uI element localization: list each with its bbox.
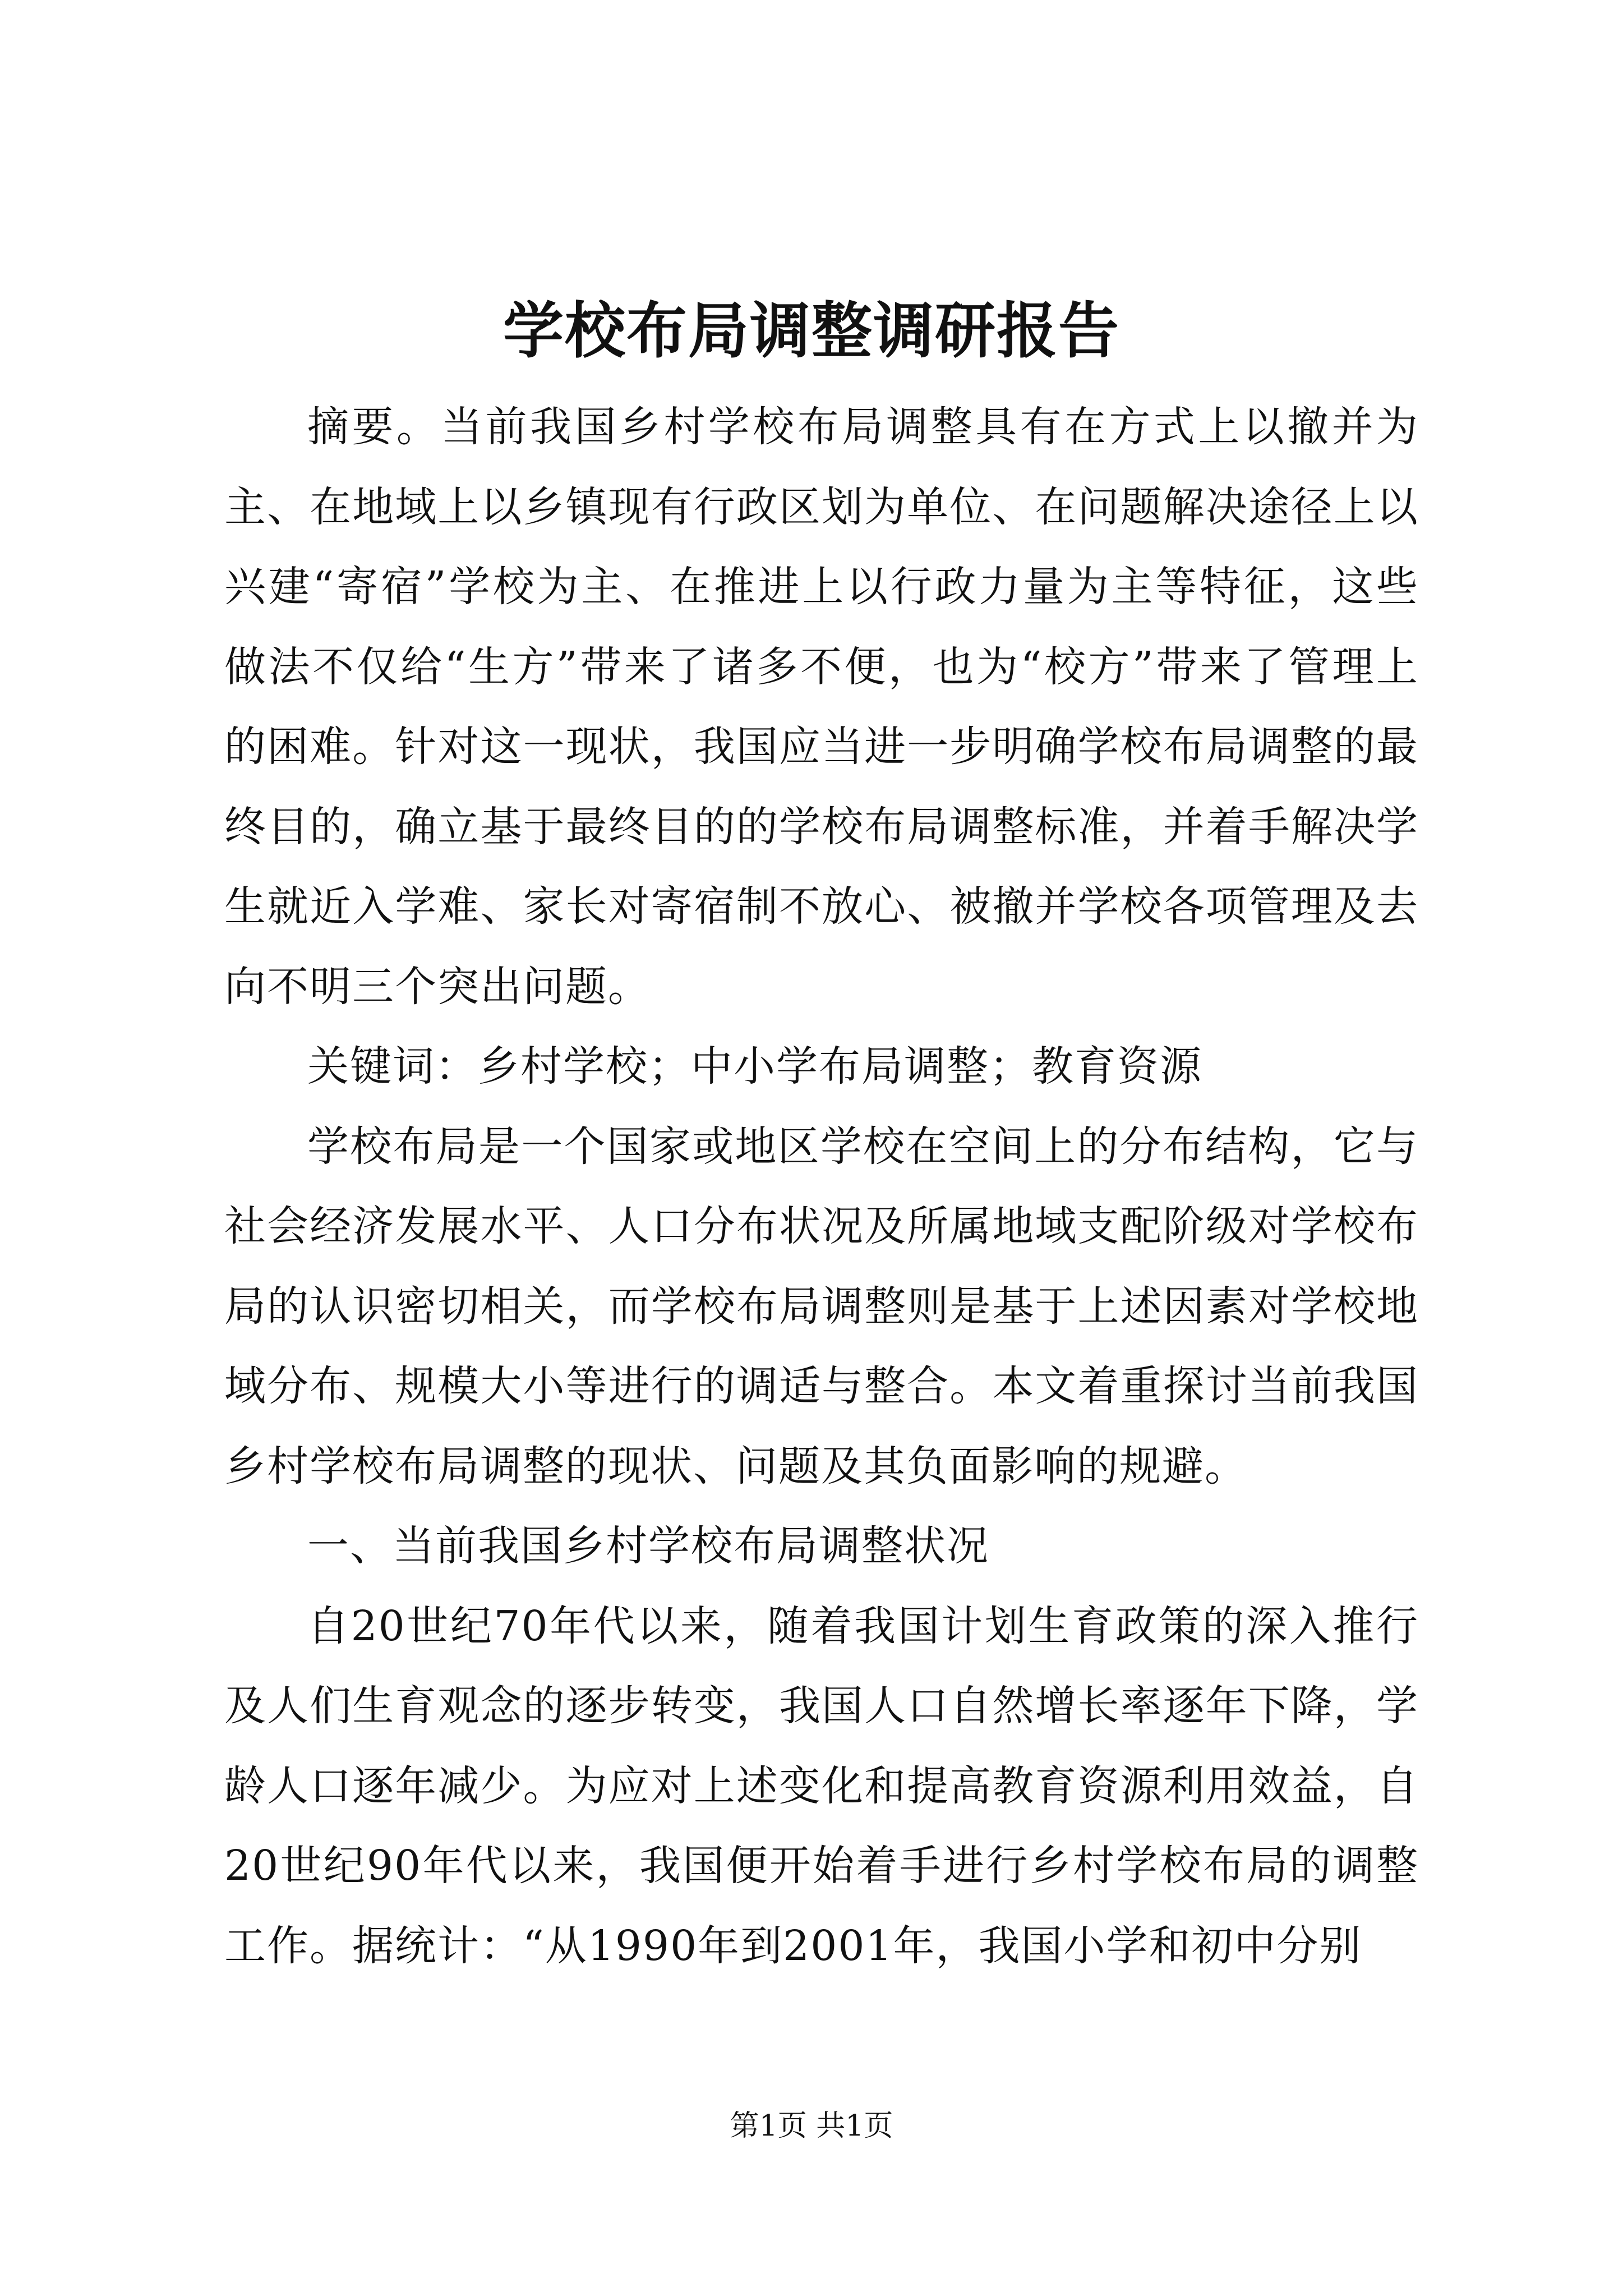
section-paragraph: 自20世纪70年代以来，随着我国计划生育政策的深入推行及人们生育观念的逐步转变，我国人口自然增长率逐年下降，学龄人口逐年减少。为应对上述变化和提高教育资源利用效益，自20世纪90年代以来，我国便开始着手进行乡村学校布局的调整工作。据统计：“从1990年到2001年，我国小学和初中分别: [224, 1602, 1419, 1970]
keywords-paragraph: 关键词：乡村学校；中小学布局调整；教育资源: [307, 1042, 1202, 1091]
abstract-paragraph: 摘要。当前我国乡村学校布局调整具有在方式上以撤并为主、在地域上以乡镇现有行政区划为单位、在问题解决途径上以兴建“寄宿”学校为主、在推进上以行政力量为主等特征，这些做法不仅给“生方”带来了诸多不便，也为“校方”带来了管理上的困难。针对这一现状，我国应当进一步明确学校布局调整的最终目的，确立基于最终目的的学校布局调整标准，并着手解决学生就近入学难、家长对寄宿制不放心、被撤并学校各项管理及去向不明三个突出问题。: [224, 403, 1419, 1011]
section-heading: 一、当前我国乡村学校布局调整状况: [307, 1522, 989, 1570]
document-title: 学校布局调整调研报告: [502, 296, 1120, 366]
document-body: [224, 387, 1419, 1986]
intro-paragraph: 学校布局是一个国家或地区学校在空间上的分布结构，它与社会经济发展水平、人口分布状况及所属地域支配阶级对学校布局的认识密切相关，而学校布局调整则是基于上述因素对学校地域分布、规模大小等进行的调适与整合。本文着重探讨当前我国乡村学校布局调整的现状、问题及其负面影响的规避。: [224, 1122, 1419, 1490]
page-footer: 第1页 共1页: [730, 2109, 893, 2143]
